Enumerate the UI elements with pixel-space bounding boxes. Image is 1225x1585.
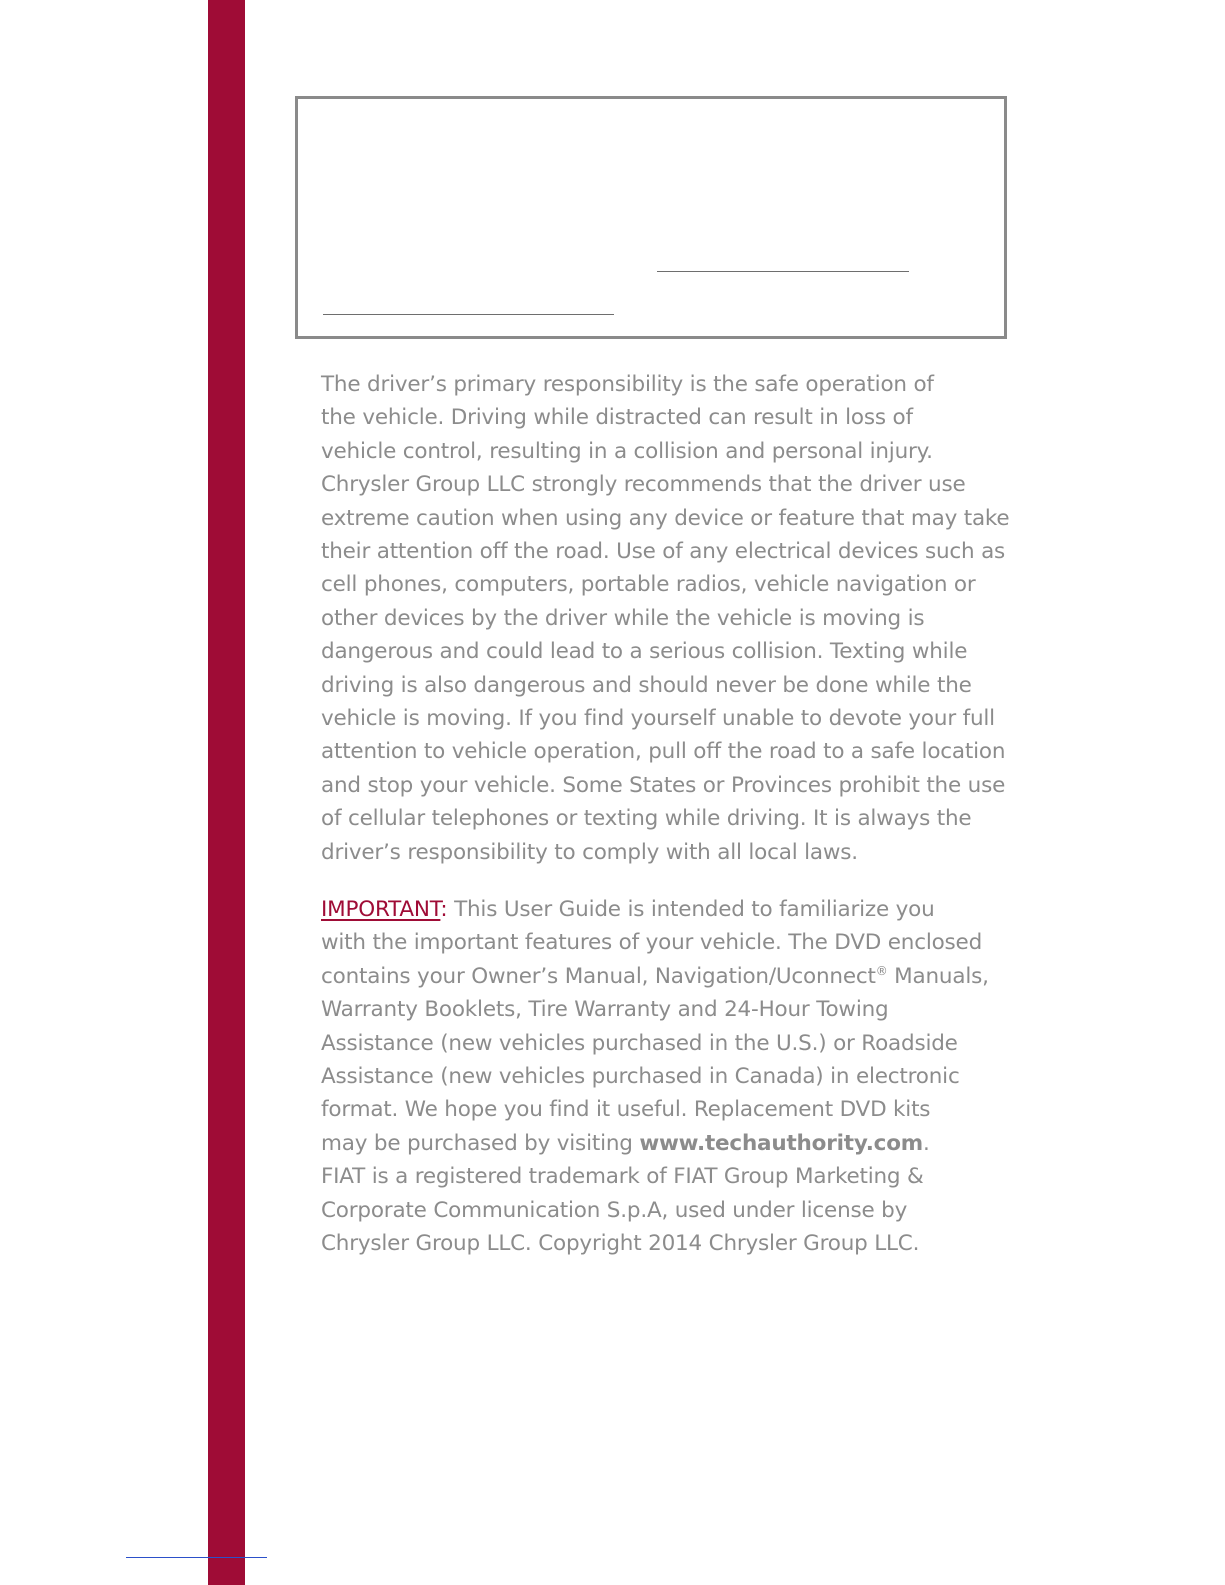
paragraph-line: The driver’s primary responsibility is the safe operation of [321, 372, 934, 397]
paragraph-text: This User Guide is intended to familiarize you [447, 897, 935, 922]
safety-paragraph [321, 368, 1010, 869]
paragraph-line: driving is also dangerous and should never be done while the [321, 672, 972, 698]
paragraph-text: may be purchased by visiting [321, 1130, 640, 1156]
paragraph-line: Chrysler Group LLC strongly recommends that the driver use [321, 472, 966, 498]
link-underline-artifact [126, 1557, 267, 1558]
paragraph-line [321, 960, 991, 993]
paragraph-text: Manuals, [887, 963, 989, 989]
blank-line-field [323, 314, 614, 315]
techauthority-link[interactable]: www.techauthority.com [639, 1130, 923, 1156]
paragraph-line: FIAT is a registered trademark of FIAT Group Marketing & [321, 1164, 924, 1190]
paragraph-line: Chrysler Group LLC. Copyright 2014 Chrysler Group LLC. [321, 1231, 920, 1257]
paragraph-line: and stop your vehicle. Some States or Provinces prohibit the use [321, 772, 1006, 798]
paragraph-line: their attention off the road. Use of any electrical devices such as [321, 539, 1006, 565]
paragraph-line [321, 1127, 991, 1160]
paragraph-line: other devices by the driver while the vehicle is moving is [321, 605, 925, 631]
paragraph-line: of cellular telephones or texting while driving. It is always the [321, 806, 972, 832]
blank-line-field [657, 271, 909, 272]
paragraph-line: vehicle is moving. If you find yourself unable to devote your full [321, 706, 995, 732]
paragraph-line [321, 893, 991, 926]
important-label: IMPORTANT [321, 897, 441, 922]
important-paragraph [321, 893, 991, 1260]
paragraph-line: the vehicle. Driving while distracted can result in loss of [321, 405, 913, 431]
important-colon: : [440, 897, 448, 922]
paragraph-text: . [923, 1130, 930, 1156]
paragraph-line: Assistance (new vehicles purchased in Canada) in electronic [321, 1064, 960, 1090]
paragraph-line: cell phones, computers, portable radios, vehicle navigation or [321, 572, 976, 598]
info-box [295, 96, 1007, 339]
paragraph-text: contains your Owner’s Manual, Navigation/Uconnect [321, 963, 876, 989]
side-accent-bar [208, 0, 245, 1585]
paragraph-line: Corporate Communication S.p.A, used under license by [321, 1197, 908, 1223]
paragraph-line: driver’s responsibility to comply with all local laws. [321, 839, 858, 865]
paragraph-line: extreme caution when using any device or feature that may take [321, 505, 1010, 531]
paragraph-line: with the important features of your vehicle. The DVD enclosed [321, 930, 983, 956]
paragraph-line: vehicle control, resulting in a collision and personal injury. [321, 438, 933, 464]
registered-mark: ® [875, 963, 888, 978]
paragraph-line: Assistance (new vehicles purchased in the U.S.) or Roadside [321, 1030, 958, 1056]
paragraph-line: dangerous and could lead to a serious collision. Texting while [321, 639, 968, 665]
paragraph-line: attention to vehicle operation, pull off the road to a safe location [321, 739, 1006, 765]
paragraph-line: format. We hope you find it useful. Replacement DVD kits [321, 1097, 931, 1123]
paragraph-line: Warranty Booklets, Tire Warranty and 24-Hour Towing [321, 997, 889, 1023]
